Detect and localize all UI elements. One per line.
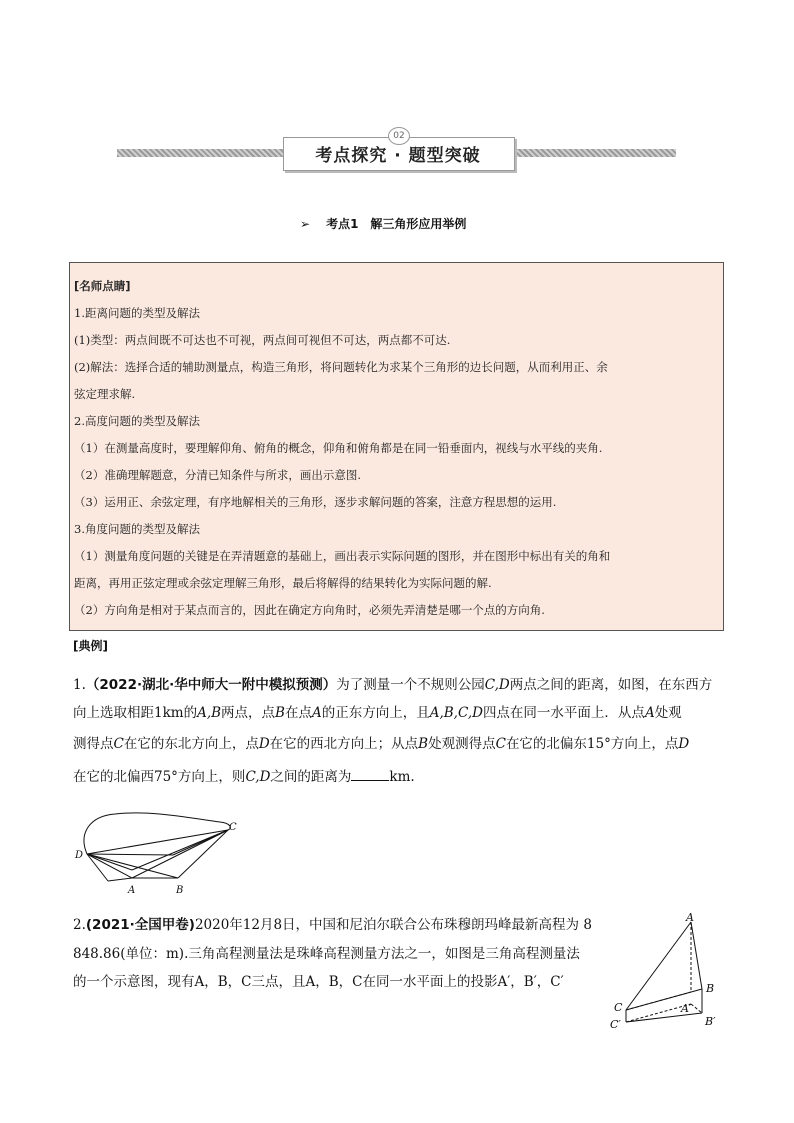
segment <box>108 878 132 881</box>
text: 2020年12月8日，中国和尼泊尔联合公布珠穆朗玛峰最新高程为 8 <box>194 917 592 933</box>
text: 向上选取相距1km的 <box>73 705 198 721</box>
text: 四点在同一水平面上．从点 <box>482 705 645 721</box>
label-A: A <box>686 912 694 924</box>
q1-source: （2022·湖北·华中师大一附中模拟预测） <box>85 677 337 693</box>
q2-number: 2. <box>73 917 86 933</box>
segment-AC <box>132 830 228 878</box>
tips-line: (2)解法：选择合适的辅助测量点，构造三角形，将问题转化为求某个三角形的边长问题，从而利用正、余 <box>74 360 608 374</box>
segment <box>87 854 173 855</box>
text: km. <box>389 769 415 785</box>
math: B <box>418 736 429 752</box>
q2-figure <box>606 912 726 1037</box>
segment-DA <box>87 854 132 878</box>
tips-line: （3）运用正、余弦定理，有序地解相关的三角形，逐步求解问题的答案，注意方程思想的运用. <box>74 495 557 509</box>
q2-line-2: 848.86(单位：m).三角高程测量法是珠峰高程测量方法之一，如图是三角高程测量法 <box>73 946 580 962</box>
label-D: D <box>75 850 84 861</box>
text: 的正东方向上，且 <box>321 705 430 721</box>
banner-stripe-right <box>514 149 676 157</box>
section-title: 考点1 解三角形应用举例 <box>326 217 467 231</box>
text: 测得点 <box>73 736 114 752</box>
text: 之间的距离为 <box>270 769 352 785</box>
q2-source: (2021·全国甲卷) <box>85 917 195 933</box>
text: 在它的北偏西75°方向上，则 <box>73 769 246 785</box>
math: C,D <box>484 677 510 693</box>
math: C,D <box>245 769 271 785</box>
q1-line-4 <box>73 767 415 787</box>
math: D <box>258 736 270 752</box>
math: A,B,C,D <box>429 705 483 721</box>
label-A: A <box>128 885 136 896</box>
page-title: 考点探究 · 题型突破 <box>315 146 481 166</box>
q1-figure <box>70 808 250 898</box>
text: 在它的东北方向上，点 <box>123 736 259 752</box>
tips-line: （1）在测量高度时，要理解仰角、俯角的概念，仰角和俯角都是在同一铅垂面内，视线与水平线的夹角. <box>74 441 603 455</box>
math: C <box>113 736 124 752</box>
math: A <box>644 705 655 721</box>
segment-A-prime-B-prime <box>691 1004 702 1013</box>
tips-line: 1.距离问题的类型及解法 <box>74 306 200 320</box>
section-heading <box>300 215 466 232</box>
label-B-prime: B′ <box>705 1015 716 1028</box>
segment-AC <box>626 922 691 1010</box>
label-A-prime: A′ <box>681 1002 692 1015</box>
q1-line-2 <box>73 703 682 723</box>
text: 在它的西北方向上；从点 <box>269 736 419 752</box>
label-B: B <box>176 885 184 896</box>
tips-box <box>69 262 724 631</box>
label-C-prime: C′ <box>610 1018 621 1031</box>
text: 为了测量一个不规则公园 <box>336 677 485 693</box>
segment-AB <box>691 922 702 989</box>
q1-number: 1. <box>73 677 86 693</box>
tips-line: 弦定理求解. <box>74 387 136 401</box>
math: C <box>495 736 506 752</box>
math: B <box>275 705 285 721</box>
label-C: C <box>614 1001 623 1014</box>
example-label: [典例] <box>73 639 108 653</box>
math: A,B <box>197 705 222 721</box>
section-number-badge: 02 <box>388 127 410 145</box>
q1-line-1 <box>73 675 712 695</box>
segment-DB <box>87 854 178 878</box>
label-C: C <box>229 822 237 833</box>
tips-line: （2）准确理解题意，分清已知条件与所求，画出示意图. <box>74 468 361 482</box>
math: A <box>311 705 322 721</box>
q2-line-3: 的一个示意图，现有A，B，C三点，且A，B，C在同一水平面上的投影A′，B′，C′ <box>73 974 564 990</box>
arrow-icon: ➢ <box>300 217 311 231</box>
tips-line: 2.高度问题的类型及解法 <box>74 414 200 428</box>
answer-blank <box>351 768 389 781</box>
text: 两点，点 <box>221 705 276 721</box>
tips-line: 距离，再用正弦定理或余弦定理解三角形，最后将解得的结果转化为实际问题的解. <box>74 576 492 590</box>
text: 在点 <box>284 705 312 721</box>
banner-stripe-left <box>117 149 285 157</box>
text: 处观 <box>654 705 682 721</box>
text: 在它的北偏东15°方向上，点 <box>505 736 679 752</box>
label-B: B <box>706 982 715 995</box>
q2-line-1 <box>73 915 592 935</box>
tips-line: 3.角度问题的类型及解法 <box>74 522 200 536</box>
text: 处观测得点 <box>428 736 496 752</box>
tips-line: （1）测量角度问题的关键是在弄清题意的基础上，画出表示实际问题的图形，并在图形中标出有关的角和 <box>74 549 611 563</box>
tips-line: (1)类型：两点间既不可达也不可视，两点间可视但不可达，两点都不可达. <box>74 333 451 347</box>
text: 两点之间的距离，如图，在东西方 <box>509 677 713 693</box>
tips-heading: [名师点睛] <box>74 279 131 293</box>
math: D <box>678 736 690 752</box>
q1-line-3 <box>73 734 689 754</box>
tips-line: （2）方向角是相对于某点而言的，因此在确定方向角时，必须先弄清楚是哪一个点的方向角. <box>74 603 545 617</box>
